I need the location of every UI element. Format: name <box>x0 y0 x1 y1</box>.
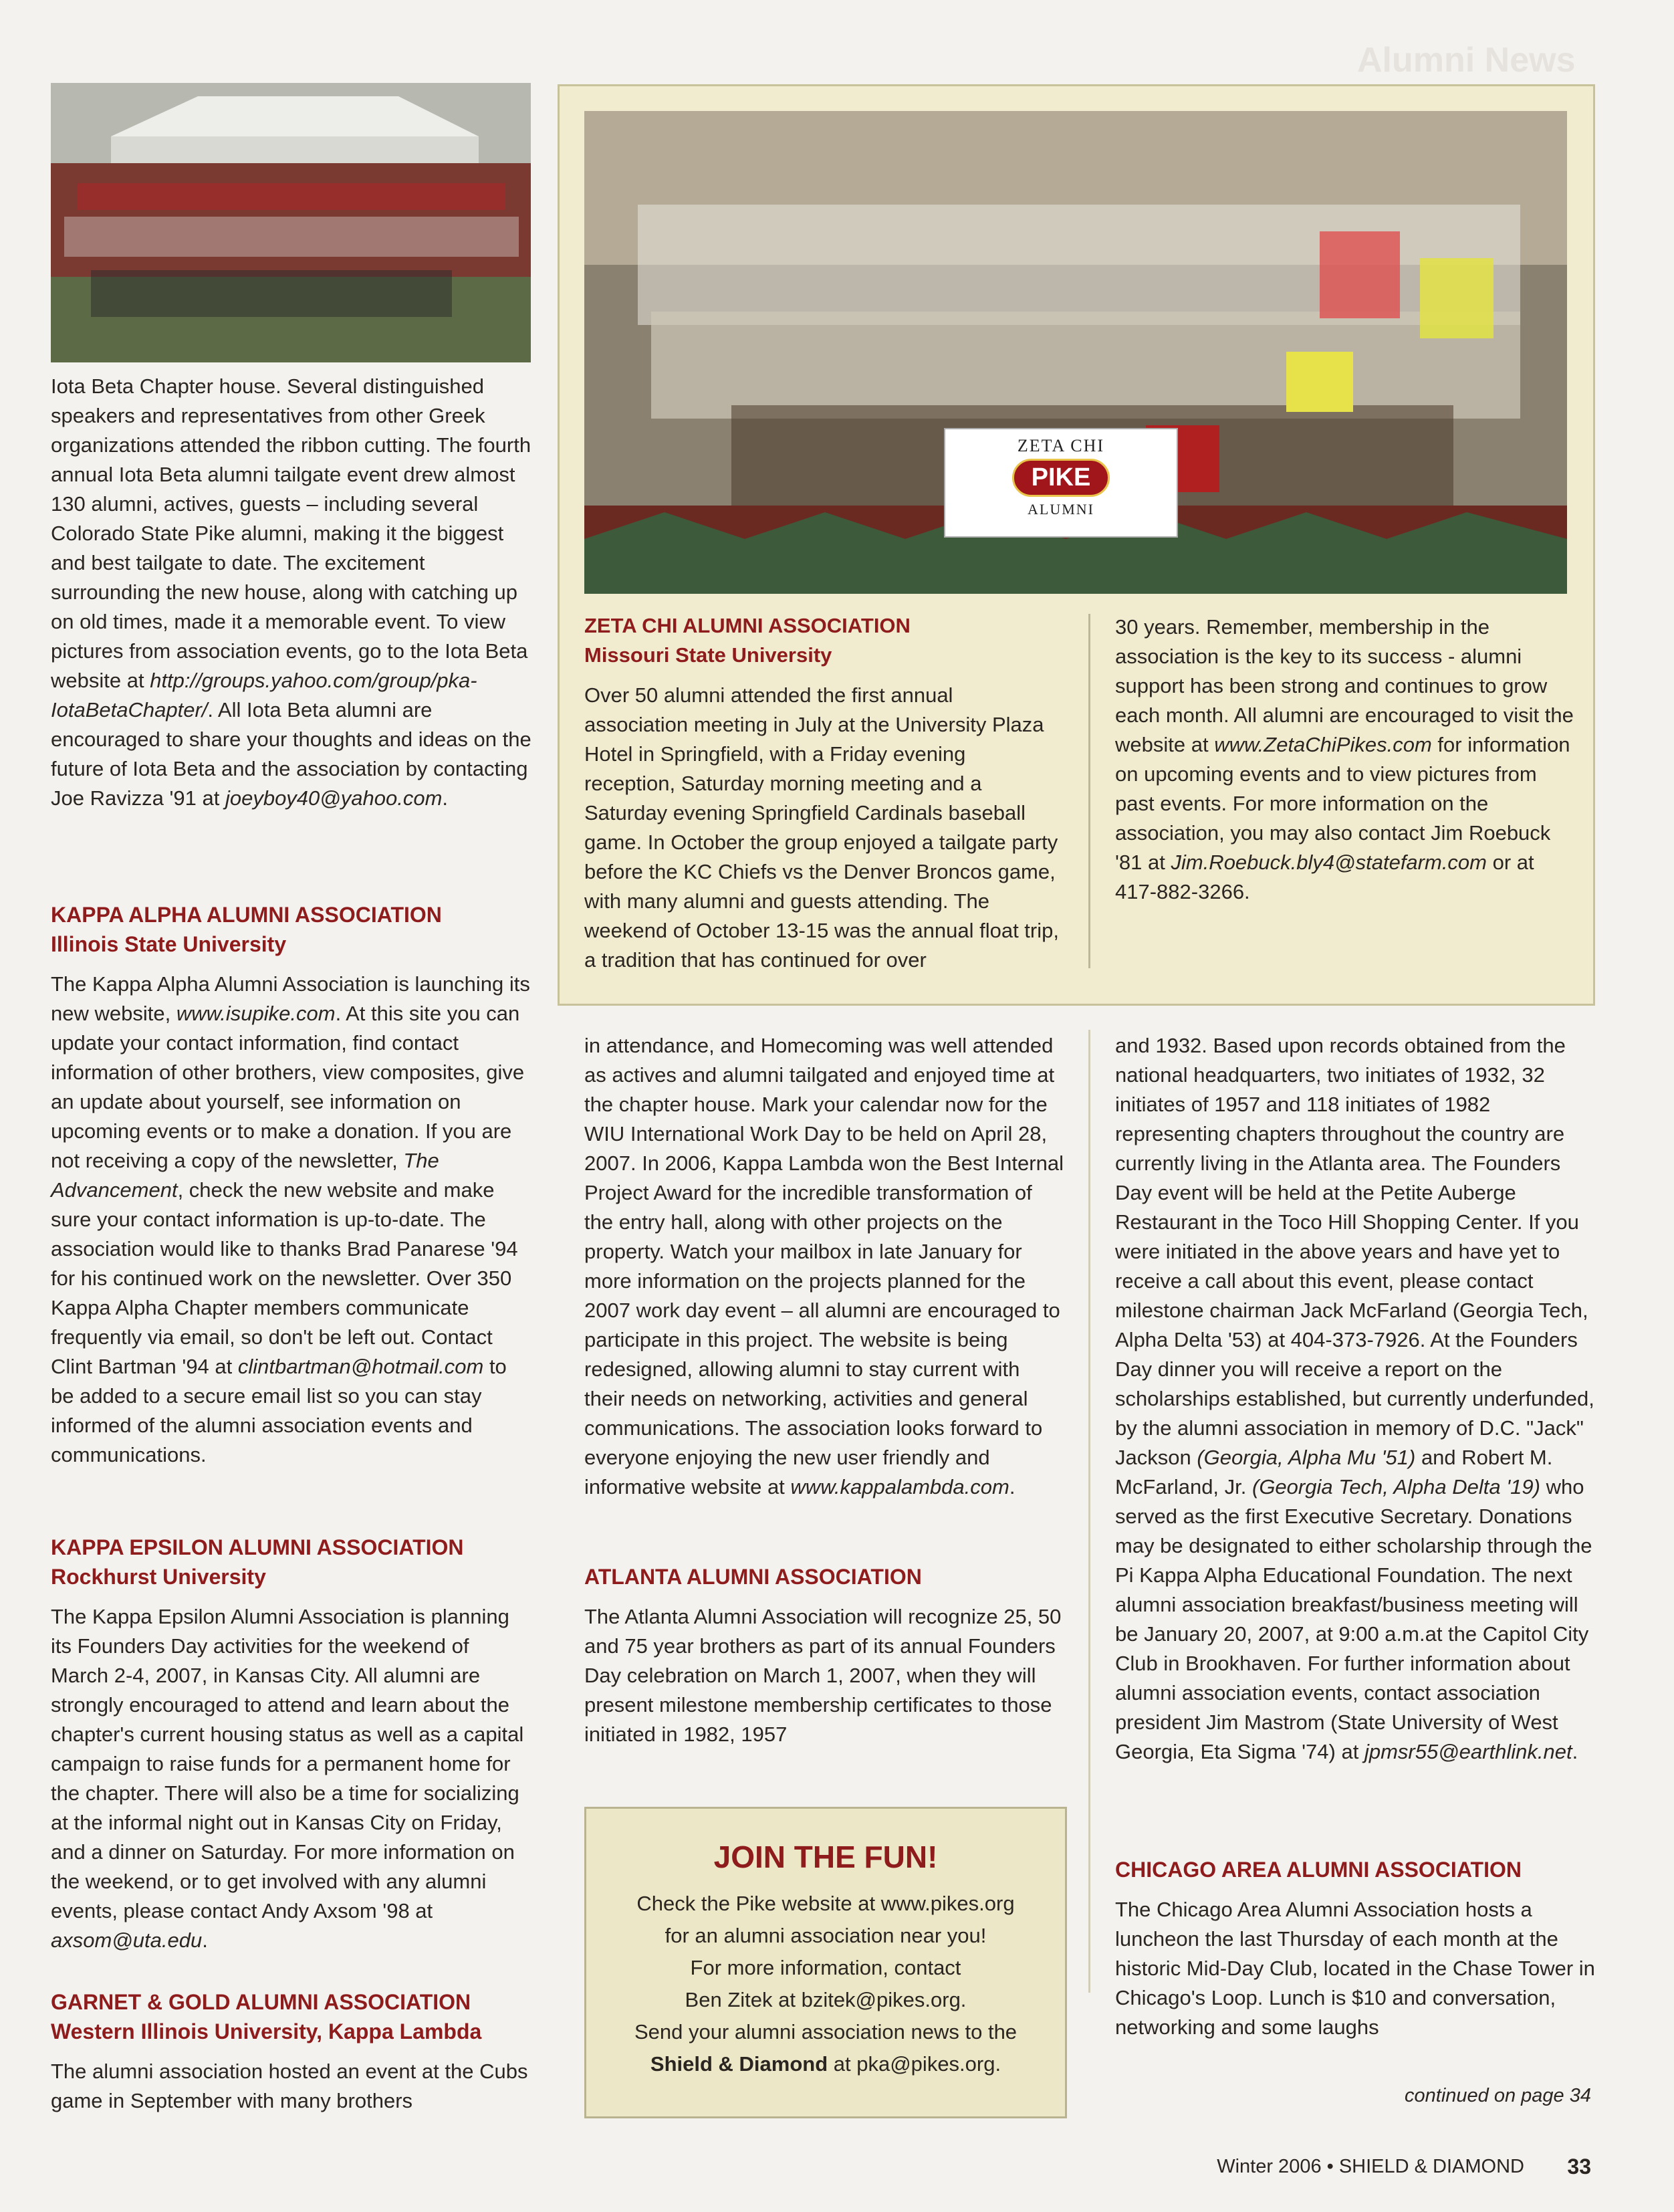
garnet-gold-body-part1 <box>51 2057 532 2116</box>
iota-beta-website-link[interactable]: http://groups.yahoo.com/group/pka-IotaBetaChapter/ <box>51 669 477 722</box>
join-line-5: Send your alumni association news to the <box>634 2020 1018 2043</box>
chicago-t1: The Chicago Area Alumni Association hosts a luncheon the last Thursday of each month at the historic Mid-Day Club, located in the Chase Tower in Chicago's Loop. Lunch is $10 and conversation, networking and some laughs <box>1115 1898 1595 2039</box>
period: . <box>442 786 449 810</box>
join-line-2: for an alumni association near you! <box>665 1924 987 1947</box>
period: . <box>202 1928 208 1952</box>
ghost-header: Alumni News <box>1357 41 1576 80</box>
join-line-3: For more information, contact <box>690 1956 961 1979</box>
kappa-alpha-t3: , check the new website and make sure your contact information is up-to-date. The association would like to thanks Brad Panarese '94 for his continued work on the newsletter. Over 350 Kappa Alpha Chapter members communicate frequently via email, so don't be left out. Contact Clint Bartman '94 at <box>51 1178 518 1378</box>
lower-column-divider <box>1088 1030 1090 1993</box>
zeta-chi-t1: Over 50 alumni attended the first annual association meeting in July at the University Plaza Hotel in Springfield, with a Friday evening reception, Saturday morning meeting and a Saturday evening Springfield Cardinals baseball game. In October the group enjoyed a tailgate party before the KC Chiefs vs the Denver Broncos game, with many alumni and guests attending. The weekend of October 13-15 was the annual float trip, a tradition that has continued for over <box>584 683 1059 972</box>
kappa-epsilon-body <box>51 1602 532 1955</box>
zeta-chi-banner <box>944 428 1178 538</box>
atlanta-aff2: (Georgia Tech, Alpha Delta '19) <box>1252 1475 1540 1499</box>
zeta-chi-col2 <box>1115 613 1576 907</box>
kappa-alpha-school: Illinois State University <box>51 932 287 956</box>
zeta-chi-col1 <box>584 611 1059 975</box>
atlanta-body-part2 <box>1115 1031 1596 1767</box>
kappa-alpha-t4: to be added to a secure email list so you can stay informed of the alumni association events and communications. <box>51 1355 507 1466</box>
zeta-chi-column-divider <box>1088 614 1090 968</box>
kappa-epsilon-school: Rockhurst University <box>51 1565 266 1589</box>
period: . <box>1009 1475 1015 1499</box>
atlanta-body-part1 <box>584 1602 1066 1749</box>
atlanta-t1: The Atlanta Alumni Association will recognize 25, 50 and 75 year brothers as part of its annual Founders Day celebration on March 1, 2007, when they will present milestone membership certificates to those initiated in 1982, 1957 <box>584 1605 1062 1746</box>
garnet-gold-t1: The alumni association hosted an event at the Cubs game in September with many brothers <box>51 2060 528 2112</box>
kappa-epsilon-email-link[interactable]: axsom@uta.edu <box>51 1928 203 1952</box>
atlanta-t2: and 1932. Based upon records obtained from the national headquarters, two initiates of 1932, 32 initiates of 1957 and 118 initiates of 1982 representing chapters throughout the country are currently living in the Atlanta area. The Founders Day event will be held at the Petite Auberge Restaurant in the Toco Hill Shopping Center. If you were initiated in the above years and have yet to receive a call about this event, please contact milestone chairman Jack McFarland (Georgia Tech, Alpha Delta '53) at 404-373-7926. At the Founders Day dinner you will receive a report on the scholarships established, but currently underfunded, by the alumni association in memory of D.C. "Jack" Jackson <box>1115 1034 1594 1469</box>
zeta-chi-t3: for information on upcoming events and to view pictures from past events. For more information on the association, you may also contact Jim Roebuck '81 at <box>1115 733 1570 874</box>
iota-beta-text: Iota Beta Chapter house. Several distinguished speakers and representatives from other Greek organizations attended the ribbon cutting. The fourth annual Iota Beta alumni tailgate event drew almost 130 alumni, actives, guests – including several Colorado State Pike alumni, making it the biggest and best tailgate to date. The excitement surrounding the new house, along with catching up on old times, made it a memorable event. To view pictures from association events, go to the Iota Beta website at <box>51 374 531 692</box>
period: . <box>1572 1740 1578 1763</box>
garnet-gold-heading: GARNET & GOLD ALUMNI ASSOCIATION <box>51 1990 471 2014</box>
iota-beta-article <box>51 372 532 813</box>
banner-pike-text: PIKE <box>1012 459 1110 497</box>
page-number: 33 <box>1567 2154 1591 2179</box>
zeta-chi-body-part1 <box>584 681 1059 975</box>
kappa-alpha-website-link[interactable]: www.isupike.com <box>176 1002 336 1025</box>
kappa-alpha-heading: KAPPA ALPHA ALUMNI ASSOCIATION <box>51 903 442 927</box>
footer-issue: Winter 2006 • SHIELD & DIAMOND <box>1217 2156 1524 2177</box>
garnet-gold-website-link[interactable]: www.kappalambda.com <box>790 1475 1009 1499</box>
zeta-chi-email-link[interactable]: Jim.Roebuck.bly4@statefarm.com <box>1171 851 1487 874</box>
zeta-chi-t2: 30 years. Remember, membership in the association is the key to its success - alumni support has been strong and continues to grow each month. All alumni are encouraged to visit the website at <box>1115 615 1574 756</box>
banner-top-text: ZETA CHI <box>1017 436 1105 455</box>
kappa-epsilon-section <box>51 1533 532 1955</box>
join-the-fun-box <box>584 1807 1067 2118</box>
join-the-fun-title: JOIN THE FUN! <box>713 1840 938 1874</box>
atlanta-t4: who served as the first Executive Secretary. Donations may be designated to either scholarship through the Pi Kappa Alpha Educational Foundation. The next alumni association breakfast/business meeting will be January 20, 2007, at 9:00 a.m.at the Capitol City Club in Brookhaven. For further information about alumni association events, contact association president Jim Mastrom (State University of West Georgia, Eta Sigma '74) at <box>1115 1475 1592 1763</box>
kappa-alpha-t2: . At this site you can update your contact information, find contact information of other brothers, view composites, give an update about yourself, see information on upcoming events or to make a donation. If you are not receiving a copy of the newsletter, <box>51 1002 525 1172</box>
banner-bottom-text: ALUMNI <box>1028 501 1094 518</box>
garnet-gold-body-part2 <box>584 1031 1066 1502</box>
atlanta-heading: ATLANTA ALUMNI ASSOCIATION <box>584 1565 922 1589</box>
zeta-chi-school: Missouri State University <box>584 643 832 667</box>
kappa-epsilon-t1: The Kappa Epsilon Alumni Association is planning its Founders Day activities for the weekend of March 2-4, 2007, in Kansas City. All alumni are strongly encouraged to attend and learn about the chapter's current housing status as well as a capital campaign to raise funds for a permanent home for the chapter. There will also be a time for socializing at the informal night out in Kansas City on Friday, and a dinner on Saturday. For more information on the weekend, or to get involved with any alumni events, please contact Andy Axsom '98 at <box>51 1605 524 1922</box>
kappa-alpha-section <box>51 900 532 1470</box>
atlanta-aff1: (Georgia, Alpha Mu '51) <box>1197 1446 1416 1469</box>
atlanta-t3: and Robert M. McFarland, Jr. <box>1115 1446 1553 1499</box>
zeta-chi-t4: or at 417-882-3266. <box>1115 851 1534 903</box>
kappa-alpha-body <box>51 970 532 1470</box>
continued-note: continued on page 34 <box>1405 2085 1591 2106</box>
magazine-name: Shield & Diamond <box>650 2052 828 2076</box>
atlanta-email-link[interactable]: jpmsr55@earthlink.net <box>1364 1740 1572 1763</box>
chicago-body <box>1115 1895 1596 2042</box>
join-line-6 <box>586 2048 1065 2080</box>
iota-beta-email-link[interactable]: joeyboy40@yahoo.com <box>225 786 443 810</box>
iota-beta-text2: . All Iota Beta alumni are encouraged to share your thoughts and ideas on the future of Iota Beta and the association by contacting Joe Ravizza '91 at <box>51 698 531 810</box>
zeta-chi-heading: ZETA CHI ALUMNI ASSOCIATION <box>584 614 911 637</box>
garnet-gold-t2: in attendance, and Homecoming was well attended as actives and alumni tailgated and enjoyed time at the chapter house. Mark your calendar now for the WIU International Work Day to be held on April 28, 2007. In 2006, Kappa Lambda won the Best Internal Project Award for the incredible transformation of the entry hall, along with other projects on the property. Watch your mailbox in late January for more information on the projects planned for the 2007 work day event – all alumni are encouraged to participate in this project. The website is being redesigned, allowing alumni to stay current with their needs on networking, activities and general communications. The association looks forward to everyone enjoying the new user friendly and informative website at <box>584 1034 1064 1499</box>
chicago-section <box>1115 1855 1596 2042</box>
atlanta-section <box>584 1562 1066 1749</box>
tailgate-photo <box>51 83 531 362</box>
kappa-alpha-email-link[interactable]: clintbartman@hotmail.com <box>237 1355 484 1378</box>
garnet-gold-school: Western Illinois University, Kappa Lambda <box>51 2019 482 2043</box>
chicago-heading: CHICAGO AREA ALUMNI ASSOCIATION <box>1115 1858 1522 1882</box>
join-line-6-rest: at pka@pikes.org. <box>828 2052 1001 2076</box>
garnet-gold-section <box>51 1987 532 2116</box>
newsletter-title: The Advancement <box>51 1149 439 1202</box>
kappa-alpha-t1: The Kappa Alpha Alumni Association is launching its new website, <box>51 972 530 1025</box>
zeta-chi-website-link[interactable]: www.ZetaChiPikes.com <box>1214 733 1432 756</box>
kappa-epsilon-heading: KAPPA EPSILON ALUMNI ASSOCIATION <box>51 1535 464 1559</box>
join-line-1: Check the Pike website at www.pikes.org <box>636 1892 1015 1915</box>
join-line-4: Ben Zitek at bzitek@pikes.org. <box>685 1988 967 2011</box>
